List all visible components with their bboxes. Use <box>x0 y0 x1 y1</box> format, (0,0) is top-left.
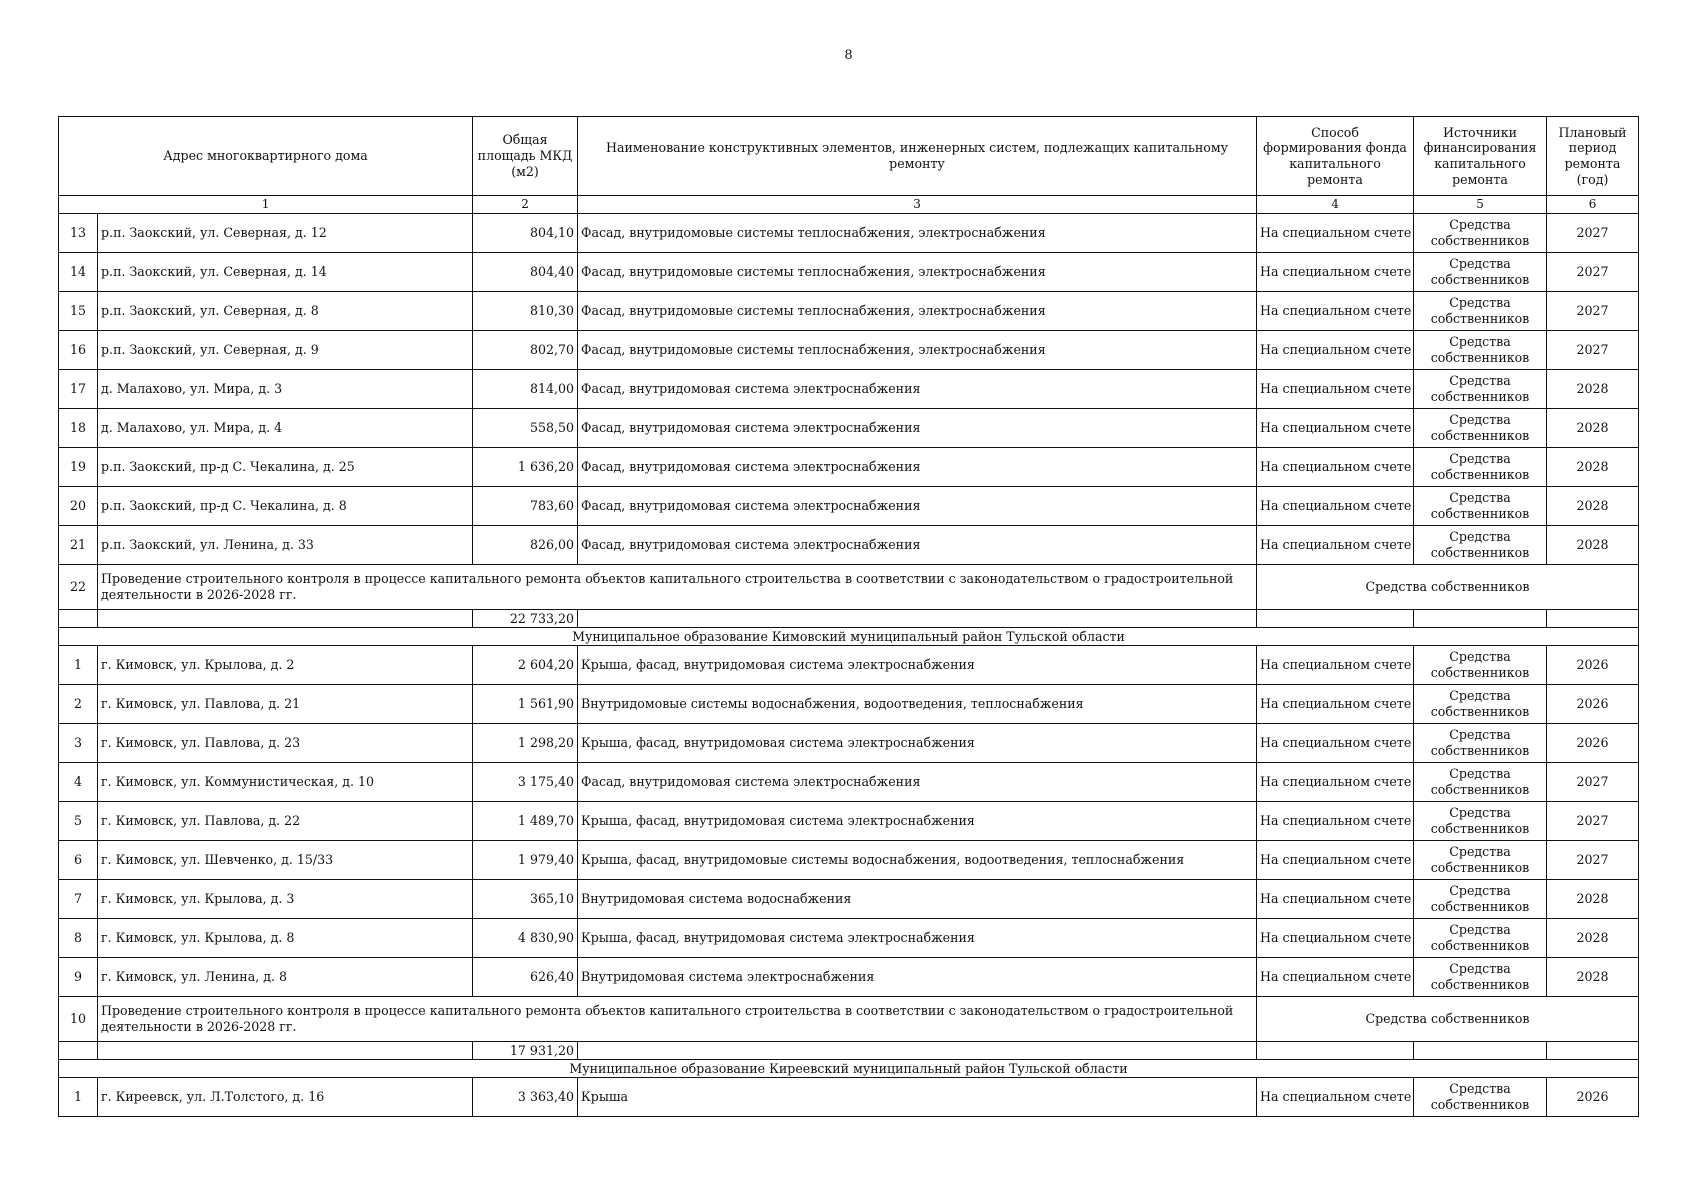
row-elements: Крыша, фасад, внутридомовая система электроснабжения <box>578 919 1257 958</box>
row-address: г. Кимовск, ул. Павлова, д. 21 <box>98 685 473 724</box>
row-source: Средства собственников <box>1414 958 1547 997</box>
empty-cell <box>59 610 98 628</box>
column-number: 3 <box>578 196 1257 214</box>
row-method: На специальном счете <box>1257 448 1414 487</box>
row-area: 810,30 <box>473 292 578 331</box>
row-area: 3 363,40 <box>473 1078 578 1117</box>
empty-cell <box>578 610 1257 628</box>
row-address: г. Кимовск, ул. Павлова, д. 23 <box>98 724 473 763</box>
row-source: Средства собственников <box>1414 292 1547 331</box>
row-year: 2028 <box>1547 919 1639 958</box>
empty-cell <box>98 610 473 628</box>
row-year: 2028 <box>1547 409 1639 448</box>
row-method: На специальном счете <box>1257 841 1414 880</box>
empty-cell <box>1547 610 1639 628</box>
row-year: 2027 <box>1547 292 1639 331</box>
row-number: 2 <box>59 685 98 724</box>
row-year: 2026 <box>1547 724 1639 763</box>
row-method: На специальном счете <box>1257 919 1414 958</box>
empty-cell <box>98 1042 473 1060</box>
row-year: 2026 <box>1547 685 1639 724</box>
header-period: Плановый период ремонта (год) <box>1547 117 1639 196</box>
row-area: 804,40 <box>473 253 578 292</box>
row-number: 9 <box>59 958 98 997</box>
row-address: г. Кимовск, ул. Ленина, д. 8 <box>98 958 473 997</box>
header-address: Адрес многоквартирного дома <box>59 117 473 196</box>
row-method: На специальном счете <box>1257 958 1414 997</box>
row-source: Средства собственников <box>1414 409 1547 448</box>
row-elements: Крыша, фасад, внутридомовые системы водоснабжения, водоотведения, теплоснабжения <box>578 841 1257 880</box>
table-row <box>59 1078 1639 1117</box>
row-number: 22 <box>59 565 98 610</box>
row-year: 2028 <box>1547 448 1639 487</box>
row-source: Средства собственников <box>1414 880 1547 919</box>
total-row <box>59 610 1639 628</box>
row-elements: Фасад, внутридомовая система электроснабжения <box>578 763 1257 802</box>
row-area: 1 561,90 <box>473 685 578 724</box>
row-address: г. Кимовск, ул. Коммунистическая, д. 10 <box>98 763 473 802</box>
row-address: р.п. Заокский, пр-д С. Чекалина, д. 8 <box>98 487 473 526</box>
row-elements: Фасад, внутридомовая система электроснабжения <box>578 487 1257 526</box>
row-elements: Фасад, внутридомовые системы теплоснабжения, электроснабжения <box>578 214 1257 253</box>
column-number: 1 <box>59 196 473 214</box>
row-year: 2027 <box>1547 331 1639 370</box>
control-source: Средства собственников <box>1257 997 1639 1042</box>
table-row <box>59 253 1639 292</box>
control-description: Проведение строительного контроля в процессе капитального ремонта объектов капитального строительства в соответствии с законодательством о градостроительной деятельности в 2026-2028 гг. <box>98 565 1257 610</box>
header-elements: Наименование конструктивных элементов, инженерных систем, подлежащих капитальному ремонту <box>578 117 1257 196</box>
row-number: 5 <box>59 802 98 841</box>
table-row <box>59 880 1639 919</box>
row-elements: Крыша, фасад, внутридомовая система электроснабжения <box>578 646 1257 685</box>
row-year: 2028 <box>1547 526 1639 565</box>
table-row <box>59 448 1639 487</box>
table-row <box>59 763 1639 802</box>
row-year: 2026 <box>1547 1078 1639 1117</box>
row-source: Средства собственников <box>1414 724 1547 763</box>
row-source: Средства собственников <box>1414 646 1547 685</box>
row-method: На специальном счете <box>1257 685 1414 724</box>
empty-cell <box>578 1042 1257 1060</box>
row-source: Средства собственников <box>1414 841 1547 880</box>
row-year: 2027 <box>1547 214 1639 253</box>
row-elements: Крыша <box>578 1078 1257 1117</box>
row-number: 3 <box>59 724 98 763</box>
page-number: 8 <box>844 48 853 63</box>
row-method: На специальном счете <box>1257 409 1414 448</box>
empty-cell <box>59 1042 98 1060</box>
row-year: 2027 <box>1547 841 1639 880</box>
row-elements: Крыша, фасад, внутридомовая система электроснабжения <box>578 724 1257 763</box>
total-row <box>59 1042 1639 1060</box>
row-method: На специальном счете <box>1257 487 1414 526</box>
row-area: 3 175,40 <box>473 763 578 802</box>
table-row <box>59 919 1639 958</box>
header-sources: Источники финансирования капитального ремонта <box>1414 117 1547 196</box>
row-area: 1 979,40 <box>473 841 578 880</box>
table-row <box>59 214 1639 253</box>
row-address: д. Малахово, ул. Мира, д. 3 <box>98 370 473 409</box>
row-address: р.п. Заокский, ул. Ленина, д. 33 <box>98 526 473 565</box>
table-row <box>59 292 1639 331</box>
row-source: Средства собственников <box>1414 214 1547 253</box>
municipality-title: Муниципальное образование Киреевский муниципальный район Тульской области <box>59 1060 1639 1078</box>
column-number: 2 <box>473 196 578 214</box>
row-area: 783,60 <box>473 487 578 526</box>
row-method: На специальном счете <box>1257 253 1414 292</box>
row-elements: Внутридомовые системы водоснабжения, водоотведения, теплоснабжения <box>578 685 1257 724</box>
header-method: Способ формирования фонда капитального ремонта <box>1257 117 1414 196</box>
row-address: г. Кимовск, ул. Шевченко, д. 15/33 <box>98 841 473 880</box>
table-row <box>59 646 1639 685</box>
row-number: 1 <box>59 646 98 685</box>
row-number: 18 <box>59 409 98 448</box>
row-method: На специальном счете <box>1257 763 1414 802</box>
row-method: На специальном счете <box>1257 214 1414 253</box>
row-number: 7 <box>59 880 98 919</box>
empty-cell <box>1547 1042 1639 1060</box>
row-number: 15 <box>59 292 98 331</box>
table-row <box>59 724 1639 763</box>
row-elements: Фасад, внутридомовая система электроснабжения <box>578 370 1257 409</box>
row-area: 1 636,20 <box>473 448 578 487</box>
row-number: 21 <box>59 526 98 565</box>
row-number: 19 <box>59 448 98 487</box>
table-row <box>59 526 1639 565</box>
table-row <box>59 841 1639 880</box>
row-area: 802,70 <box>473 331 578 370</box>
control-source: Средства собственников <box>1257 565 1639 610</box>
row-method: На специальном счете <box>1257 646 1414 685</box>
table-row <box>59 685 1639 724</box>
row-area: 2 604,20 <box>473 646 578 685</box>
row-year: 2027 <box>1547 802 1639 841</box>
row-address: г. Кимовск, ул. Крылова, д. 8 <box>98 919 473 958</box>
row-address: г. Кимовск, ул. Павлова, д. 22 <box>98 802 473 841</box>
row-address: р.п. Заокский, ул. Северная, д. 14 <box>98 253 473 292</box>
row-area: 4 830,90 <box>473 919 578 958</box>
row-source: Средства собственников <box>1414 253 1547 292</box>
table-row <box>59 331 1639 370</box>
row-elements: Фасад, внутридомовая система электроснабжения <box>578 448 1257 487</box>
row-method: На специальном счете <box>1257 292 1414 331</box>
row-number: 20 <box>59 487 98 526</box>
row-area: 365,10 <box>473 880 578 919</box>
total-area: 22 733,20 <box>473 610 578 628</box>
municipality-row <box>59 1060 1639 1078</box>
row-area: 626,40 <box>473 958 578 997</box>
empty-cell <box>1257 1042 1414 1060</box>
table-row <box>59 370 1639 409</box>
row-area: 814,00 <box>473 370 578 409</box>
row-method: На специальном счете <box>1257 724 1414 763</box>
row-area: 558,50 <box>473 409 578 448</box>
row-method: На специальном счете <box>1257 331 1414 370</box>
row-address: г. Киреевск, ул. Л.Толстого, д. 16 <box>98 1078 473 1117</box>
control-row <box>59 565 1639 610</box>
header-area: Общая площадь МКД (м2) <box>473 117 578 196</box>
row-year: 2026 <box>1547 646 1639 685</box>
row-elements: Фасад, внутридомовые системы теплоснабжения, электроснабжения <box>578 331 1257 370</box>
row-method: На специальном счете <box>1257 880 1414 919</box>
row-address: д. Малахово, ул. Мира, д. 4 <box>98 409 473 448</box>
row-address: г. Кимовск, ул. Крылова, д. 3 <box>98 880 473 919</box>
control-row <box>59 997 1639 1042</box>
empty-cell <box>1257 610 1414 628</box>
row-source: Средства собственников <box>1414 331 1547 370</box>
municipality-title: Муниципальное образование Кимовский муниципальный район Тульской области <box>59 628 1639 646</box>
row-source: Средства собственников <box>1414 1078 1547 1117</box>
row-source: Средства собственников <box>1414 370 1547 409</box>
row-elements: Крыша, фасад, внутридомовая система электроснабжения <box>578 802 1257 841</box>
row-address: г. Кимовск, ул. Крылова, д. 2 <box>98 646 473 685</box>
row-method: На специальном счете <box>1257 1078 1414 1117</box>
row-number: 17 <box>59 370 98 409</box>
total-area: 17 931,20 <box>473 1042 578 1060</box>
row-year: 2027 <box>1547 253 1639 292</box>
row-address: р.п. Заокский, ул. Северная, д. 9 <box>98 331 473 370</box>
column-numbers-row <box>59 196 1639 214</box>
row-source: Средства собственников <box>1414 487 1547 526</box>
table-row <box>59 409 1639 448</box>
row-number: 10 <box>59 997 98 1042</box>
column-number: 4 <box>1257 196 1414 214</box>
row-number: 13 <box>59 214 98 253</box>
row-source: Средства собственников <box>1414 685 1547 724</box>
table-row <box>59 958 1639 997</box>
row-area: 1 489,70 <box>473 802 578 841</box>
row-year: 2028 <box>1547 370 1639 409</box>
row-area: 1 298,20 <box>473 724 578 763</box>
row-elements: Фасад, внутридомовая система электроснабжения <box>578 409 1257 448</box>
row-source: Средства собственников <box>1414 448 1547 487</box>
municipality-row <box>59 628 1639 646</box>
row-elements: Внутридомовая система водоснабжения <box>578 880 1257 919</box>
empty-cell <box>1414 610 1547 628</box>
row-year: 2027 <box>1547 763 1639 802</box>
table-header-row <box>59 117 1639 196</box>
table-row <box>59 802 1639 841</box>
row-elements: Внутридомовая система электроснабжения <box>578 958 1257 997</box>
row-area: 826,00 <box>473 526 578 565</box>
row-year: 2028 <box>1547 958 1639 997</box>
row-year: 2028 <box>1547 880 1639 919</box>
row-method: На специальном счете <box>1257 802 1414 841</box>
empty-cell <box>1414 1042 1547 1060</box>
column-number: 5 <box>1414 196 1547 214</box>
row-year: 2028 <box>1547 487 1639 526</box>
row-source: Средства собственников <box>1414 802 1547 841</box>
control-description: Проведение строительного контроля в процессе капитального ремонта объектов капитального строительства в соответствии с законодательством о градостроительной деятельности в 2026-2028 гг. <box>98 997 1257 1042</box>
row-number: 8 <box>59 919 98 958</box>
row-source: Средства собственников <box>1414 526 1547 565</box>
row-elements: Фасад, внутридомовые системы теплоснабжения, электроснабжения <box>578 253 1257 292</box>
row-number: 1 <box>59 1078 98 1117</box>
capital-repair-plan-table <box>58 116 1639 1117</box>
row-address: р.п. Заокский, пр-д С. Чекалина, д. 25 <box>98 448 473 487</box>
row-address: р.п. Заокский, ул. Северная, д. 12 <box>98 214 473 253</box>
row-source: Средства собственников <box>1414 763 1547 802</box>
row-number: 14 <box>59 253 98 292</box>
row-source: Средства собственников <box>1414 919 1547 958</box>
table-row <box>59 487 1639 526</box>
row-elements: Фасад, внутридомовые системы теплоснабжения, электроснабжения <box>578 292 1257 331</box>
row-address: р.п. Заокский, ул. Северная, д. 8 <box>98 292 473 331</box>
row-method: На специальном счете <box>1257 370 1414 409</box>
column-number: 6 <box>1547 196 1639 214</box>
row-elements: Фасад, внутридомовая система электроснабжения <box>578 526 1257 565</box>
row-number: 6 <box>59 841 98 880</box>
row-number: 16 <box>59 331 98 370</box>
row-area: 804,10 <box>473 214 578 253</box>
row-number: 4 <box>59 763 98 802</box>
row-method: На специальном счете <box>1257 526 1414 565</box>
